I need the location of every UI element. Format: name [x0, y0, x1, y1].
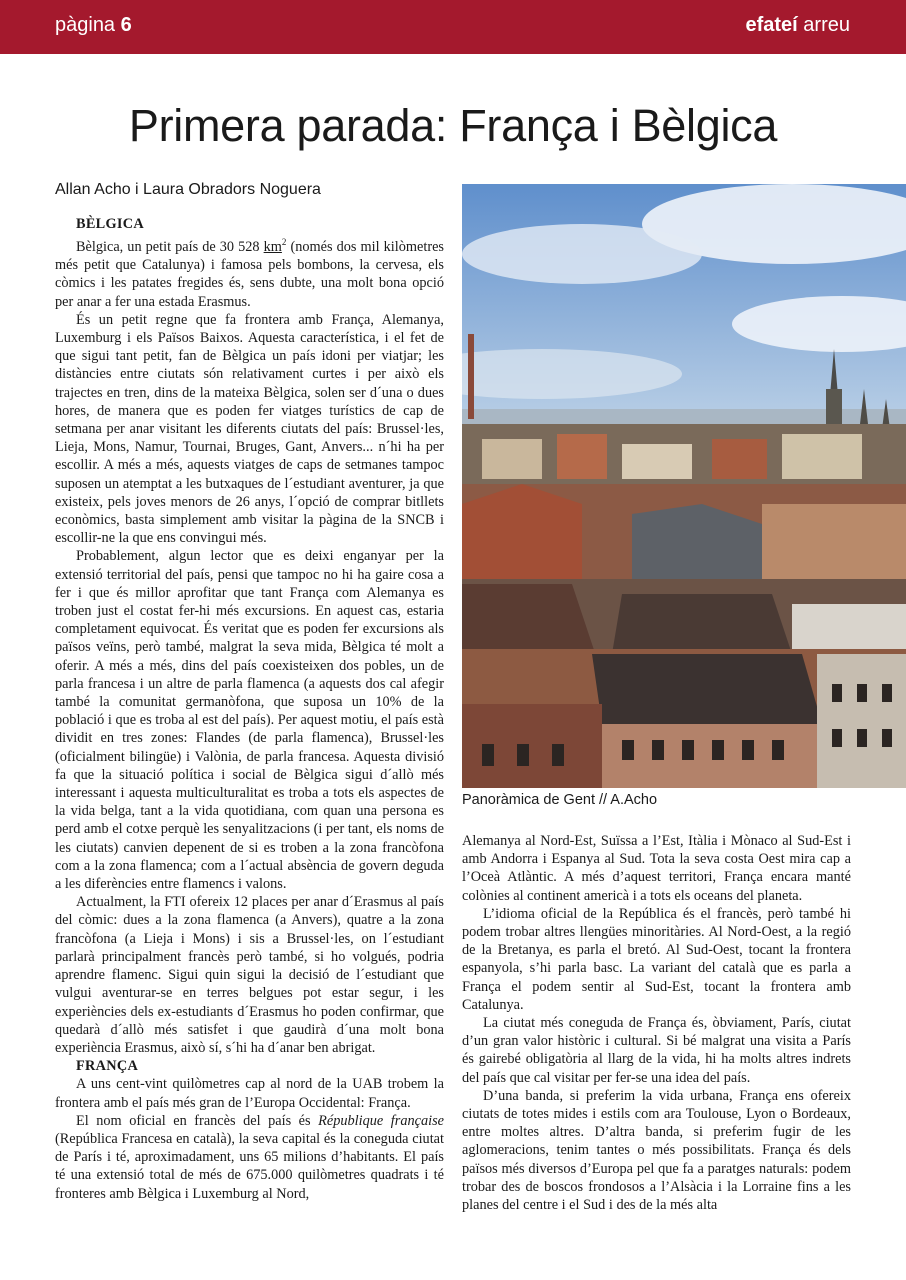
article-authors: Allan Acho i Laura Obradors Noguera	[55, 181, 321, 198]
paragraph: És un petit regne que fa frontera amb França, Alemanya, Luxemburg i els Països Baixos. Aquesta característica, i el fet de que sigui tant petit, fan de Bèlgica un país idoni per viatjar; les distàncies entre ciutats són relativament curtes i per això els trajectes en tren, dins de la mateixa Bèlgica, solen ser d´una o dues hores, de manera que es poden fer viatges turístics de cap de setmana per anar visitant les diferents ciutats del país: Brussel·les, Lieja, Mons, Namur, Tournai, Bruges, Gant, Anvers... n´hi ha per escollir. A més a més, aquests viatges de caps de setmanes tampoc suposen un atemptat a les butxaques de l´estudiant aventurer, ja que existeix, pels joves menors de 26 anys, l´opció de comprar bitllets econòmics, basta simplement amb visitar la pàgina de la SNCB i escollir-ne la que ens convingui més.	[55, 311, 444, 547]
city-panorama-photo	[462, 184, 906, 788]
publication-brand	[745, 14, 850, 37]
paragraph: Alemanya al Nord-Est, Suïssa a l’Est, Itàlia i Mònaco al Sud-Est i amb Andorra i Espanya al Sud. Tota la seva costa Oest mira cap a l’Oceà Atlàntic. A més d’aquest territori, França encara manté colònies al continent americà i a tots els oceans del planeta.	[462, 833, 851, 904]
article-column-right	[462, 832, 851, 1214]
paragraph: Actualment, la FTI ofereix 12 places per anar d´Erasmus al país del còmic: dues a la zona flamenca (a Anvers), quatre a la zona francòfona (a Lieja i Mons) i sis a Brussel·les, on l´estudiant parlarà principalment francès però també, si ho volgués, podria aprendre flamenc. Sigui quin sigui la decisió de l´estudiant que vulgui aventurar-se en terres belgues pot estar segur, i les experiències dels ex-estudiants d´Erasmus ho poden confirmar, que quedarà d´allò més satisfet i que gaudirà d´una molt bona experiència Erasmus, això sí, s´hi ha d´anar ben abrigat.	[55, 894, 444, 1056]
paragraph: La ciutat més coneguda de França és, òbviament, París, ciutat d’un gran valor històric i cultural. Si bé malgrat una visita a París és gairebé obligatòria al llarg de la vida, hi ha molts altres indrets del país que cal visitar per fer-se una idea del país.	[462, 1015, 851, 1086]
section-heading-belgica: BÈLGICA	[76, 216, 145, 232]
page-indicator	[55, 14, 132, 37]
page-label: pàgina	[55, 14, 116, 36]
section-heading-franca: FRANÇA	[76, 1058, 139, 1075]
paragraph: Probablement, algun lector que es deixi enganyar per la extensió territorial del país, pensi que tampoc no hi ha gaire cosa a fer i que és millor aprofitar que tant França com Alemanya es troben just el costat fer-hi més excursions. En aquest cas, estaria completament equivocat. És veritat que es poden fer excursions als països veïns, però també, malgrat la seva mida, Bèlgica té molt a oferir. A més a més, dins del país coexisteixen dos pobles, un de parla francesa i un altre de parla flamenca (a aquests dos cal afegir també la comunitat germanòfona, que suposa un 10% de la població i que es troba al est del país). Per aquest motiu, el país està dividit en tres zones: Flandes (de parla flamenca), Brussel·les (oficialment bilingüe) i Valònia, de parla francesa. Aquesta divisió fa que la situació política i social de Bèlgica sigui d´allò més interessant i aquesta multiculturalitat es troba a tots els aspectes de la vida belga, tant a la vida quotidiana, com quan una persona es perd amb el cotxe perquè les senyalitzacions (i per tant, els noms de les ciutats) canvien depenent de si es troben a la zona francòfona com a la zona flamenca; com a l´actual absència de govern deguda a les diferències entre flamencs i valons.	[55, 548, 444, 893]
photo-caption: Panoràmica de Gent // A.Acho	[462, 792, 658, 808]
section-name: arreu	[803, 14, 850, 36]
page-number: 6	[120, 14, 132, 36]
paragraph: L’idioma oficial de la República és el francès, però també hi podem trobar altres llengües minoritàries. Al Nord-Oest, a la regió de la Bretanya, es parla el bretó. Al Sud-Oest, tocant la frontera espanyola, s’hi parla basc. La variant del català que es parla a França el podem sentir al Sud-Est, tocant la frontera amb Catalunya.	[462, 905, 851, 1013]
article-column-left	[55, 215, 444, 1203]
gent-panorama-illustration	[462, 184, 906, 788]
paragraph: El nom oficial en francès del país és République française (República Francesa en català), la seva capital és la coneguda ciutat de París i té, aproximadament, uns 65 milions d’habitants. El país té una extensió total de més de 675.000 quilòmetres quadrats i té fronteres amb Bèlgica i Luxemburg al Nord,	[55, 1112, 444, 1202]
km-link: km	[263, 238, 282, 255]
paragraph: A uns cent-vint quilòmetres cap al nord de la UAB trobem la frontera amb el país més gran de l’Europa Occidental: França.	[55, 1076, 444, 1111]
article-title: Primera parada: França i Bèlgica	[128, 100, 778, 151]
page-header	[0, 0, 906, 54]
brand-name: efateí	[745, 14, 798, 36]
paragraph: Bèlgica, un petit país de 30 528 $km^2$ (només dos mil kilòmetres més petit que Catalunya) i famosa pels bombons, la cervesa, els còmics i les patates fregides és, sens dubte, una molt bona opció per anar a fer una estada Erasmus.	[55, 237, 444, 310]
paragraph: D’una banda, si preferim la vida urbana, França ens ofereix ciutats de totes mides i estils com ara Toulouse, Lyon o Bordeaux, entre moltes altres. D’altra banda, si preferim fugir de les aglomeracions, tenim tantes o més possibilitats. França és dels països més diversos d’Europa pel que fa a paratges naturals: podem trobar des de boscos frondosos a l’Alsàcia i la Lorraine fins a les planes del centre i el Sud i des de la més alta	[462, 1087, 851, 1214]
